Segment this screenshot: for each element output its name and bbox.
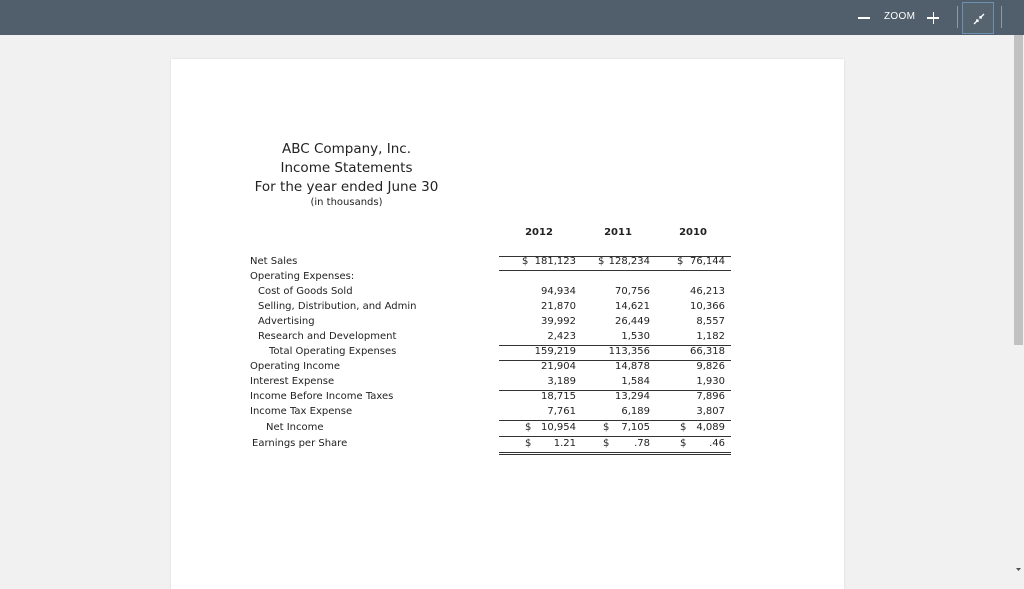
value-cell: 6,189 — [621, 406, 650, 417]
currency-symbol: $ — [603, 422, 610, 433]
statement-units: (in thousands) — [310, 197, 383, 208]
rule — [499, 270, 731, 271]
currency-symbol: $ — [598, 256, 605, 267]
rule — [499, 452, 731, 453]
row-label: Income Tax Expense — [250, 406, 353, 417]
currency-symbol: $ — [522, 256, 529, 267]
scroll-down-icon[interactable] — [1014, 564, 1023, 574]
year-header: 2011 — [604, 227, 632, 238]
value-cell: 39,992 — [541, 316, 576, 327]
value-cell: 128,234 — [608, 256, 650, 267]
value-cell: 7,105 — [621, 422, 650, 433]
viewer-toolbar — [0, 0, 1024, 35]
company-name: ABC Company, Inc. — [281, 141, 412, 157]
statement-title: Income Statements — [280, 160, 413, 176]
value-cell: 13,294 — [615, 391, 650, 402]
value-cell: 3,189 — [547, 376, 576, 387]
currency-symbol: $ — [525, 422, 532, 433]
value-cell: 1.21 — [553, 438, 576, 449]
row-label: Selling, Distribution, and Admin — [258, 301, 417, 312]
currency-symbol: $ — [680, 422, 687, 433]
value-cell: 159,219 — [534, 346, 576, 357]
value-cell: 14,878 — [615, 361, 650, 372]
document-page — [171, 59, 844, 589]
row-label: Cost of Goods Sold — [258, 286, 353, 297]
rule — [499, 436, 731, 437]
row-label: Operating Expenses: — [250, 271, 355, 282]
row-label: Advertising — [258, 316, 315, 327]
row-label: Net Sales — [250, 256, 298, 267]
currency-symbol: $ — [603, 438, 610, 449]
year-header: 2012 — [525, 227, 553, 238]
value-cell: 7,896 — [696, 391, 725, 402]
value-cell: 1,584 — [621, 376, 650, 387]
row-label: Income Before Income Taxes — [250, 391, 394, 402]
value-cell: 1,182 — [696, 331, 725, 342]
toolbar-separator — [957, 6, 958, 28]
value-cell: 10,366 — [690, 301, 725, 312]
value-cell: 14,621 — [615, 301, 650, 312]
value-cell: 4,089 — [696, 422, 725, 433]
value-cell: 66,318 — [690, 346, 725, 357]
currency-symbol: $ — [677, 256, 684, 267]
scrollbar-thumb[interactable] — [1014, 35, 1023, 345]
zoom-out-button[interactable] — [855, 8, 873, 26]
value-cell: 1,530 — [621, 331, 650, 342]
value-cell: 2,423 — [547, 331, 576, 342]
value-cell: 9,826 — [696, 361, 725, 372]
value-cell: 7,761 — [547, 406, 576, 417]
value-cell: .78 — [634, 438, 650, 449]
value-cell: 113,356 — [608, 346, 650, 357]
currency-symbol: $ — [680, 438, 687, 449]
year-header: 2010 — [679, 227, 707, 238]
value-cell: 18,715 — [541, 391, 576, 402]
value-cell: 1,930 — [696, 376, 725, 387]
value-cell: 8,557 — [696, 316, 725, 327]
row-label: Operating Income — [250, 361, 340, 372]
rule — [499, 454, 731, 455]
value-cell: 70,756 — [615, 286, 650, 297]
collapse-icon — [971, 11, 987, 27]
value-cell: 76,144 — [690, 256, 725, 267]
value-cell: 26,449 — [615, 316, 650, 327]
value-cell: 46,213 — [690, 286, 725, 297]
value-cell: 21,904 — [541, 361, 576, 372]
value-cell: 3,807 — [696, 406, 725, 417]
statement-period: For the year ended June 30 — [254, 179, 439, 195]
toolbar-separator — [1001, 6, 1002, 28]
rule — [499, 420, 731, 421]
row-label: Interest Expense — [250, 376, 335, 387]
row-label: Total Operating Expenses — [269, 346, 397, 357]
row-label: Net Income — [266, 422, 324, 433]
row-label: Earnings per Share — [252, 438, 348, 449]
value-cell: .46 — [709, 438, 725, 449]
value-cell: 10,954 — [541, 422, 576, 433]
currency-symbol: $ — [525, 438, 532, 449]
value-cell: 94,934 — [541, 286, 576, 297]
row-label: Research and Development — [258, 331, 397, 342]
zoom-in-button[interactable] — [924, 8, 942, 26]
value-cell: 181,123 — [534, 256, 576, 267]
value-cell: 21,870 — [541, 301, 576, 312]
zoom-label: ZOOM — [884, 11, 916, 22]
collapse-button[interactable] — [962, 2, 994, 34]
